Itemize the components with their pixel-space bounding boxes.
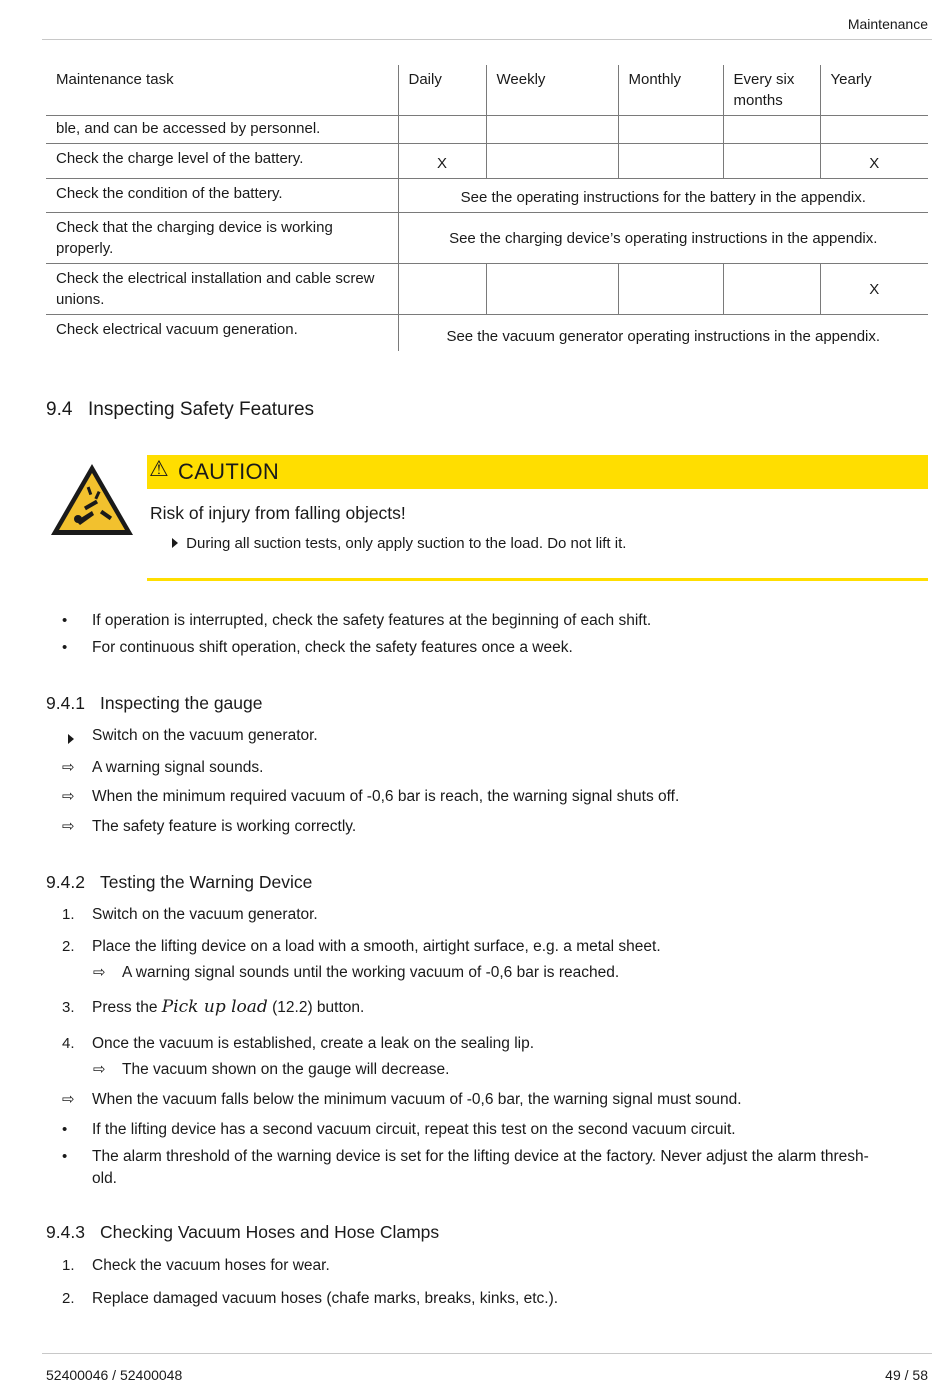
result-item: A warning signal sounds. — [92, 759, 264, 776]
table-row — [46, 315, 928, 351]
section-heading-9-4-1: 9.4.1 Inspecting the gauge — [46, 693, 263, 713]
section-heading-9-4: 9.4 Inspecting Safety Features — [46, 399, 315, 420]
step-text: Once the vacuum is established, create a leak on the sealing lip. — [92, 1035, 535, 1052]
column-header: Every six months — [723, 65, 820, 116]
yearly-mark: X — [820, 264, 928, 315]
table-row — [46, 144, 928, 179]
header-section-title: Maintenance — [847, 16, 928, 32]
result-arrow-icon: ⇨ — [62, 818, 75, 835]
table-row — [46, 264, 928, 315]
caution-action: During all suction tests, only apply suction to the load. Do not lift it. — [172, 535, 626, 552]
table-header-row — [46, 65, 928, 116]
column-header: Monthly — [618, 65, 723, 116]
step-number: 4. — [62, 1035, 75, 1052]
step-text: Place the lifting device on a load with a smooth, airtight surface, e.g. a metal sheet. — [92, 938, 661, 955]
step-text: Switch on the vacuum generator. — [92, 906, 318, 923]
yearly-mark: X — [820, 144, 928, 179]
step-number: 3. — [62, 999, 75, 1016]
column-header: Yearly — [820, 65, 928, 116]
note-cell: See the operating instructions for the battery in the appendix. — [398, 179, 928, 213]
action-arrow-icon — [68, 731, 74, 748]
task-cell: Check electrical vacuum generation. — [56, 321, 298, 338]
caution-banner — [147, 455, 928, 489]
section-heading-9-4-3: 9.4.3 Checking Vacuum Hoses and Hose Clamps — [46, 1222, 440, 1242]
footer-divider — [42, 1353, 932, 1354]
result-item: When the minimum required vacuum of -0,6 bar is reach, the warning signal shuts off. — [92, 788, 680, 805]
step-number: 2. — [62, 1290, 75, 1307]
header-divider — [42, 39, 932, 40]
caution-bottom-rule — [147, 578, 928, 581]
caution-title: CAUTION — [178, 459, 280, 484]
warning-triangle-icon: ⚠ — [149, 456, 169, 481]
falling-objects-warning-icon — [48, 461, 136, 539]
step-text: Replace damaged vacuum hoses (chafe marks, breaks, kinks, etc.). — [92, 1290, 559, 1307]
column-header: Maintenance task — [46, 65, 398, 116]
note-cell: See the vacuum generator operating instructions in the appendix. — [398, 315, 928, 351]
footer-page-number: 49 / 58 — [885, 1367, 928, 1383]
list-item: The alarm threshold of the warning device is set for the lifting device at the factory. Never adjust the alarm thresh- — [92, 1148, 869, 1165]
footer-doc-number: 52400046 / 52400048 — [46, 1367, 183, 1383]
result-arrow-icon: ⇨ — [62, 759, 75, 776]
section-heading-9-4-2: 9.4.2 Testing the Warning Device — [46, 872, 313, 892]
action-step: Switch on the vacuum generator. — [92, 727, 318, 744]
pick-up-load-button-label: Pick up load — [161, 997, 268, 1017]
maintenance-table — [46, 65, 928, 351]
result-arrow-icon: ⇨ — [93, 1061, 106, 1078]
result-item: The vacuum shown on the gauge will decrease. — [122, 1061, 450, 1078]
list-item-continuation: old. — [92, 1170, 117, 1187]
result-arrow-icon: ⇨ — [93, 964, 106, 981]
task-cell: Check the electrical installation and cable screw unions. — [46, 264, 398, 315]
table-row — [46, 179, 928, 213]
daily-mark: X — [398, 144, 486, 179]
note-cell: See the charging device’s operating instructions in the appendix. — [398, 213, 928, 264]
list-item: If the lifting device has a second vacuum circuit, repeat this test on the second vacuum circuit. — [92, 1121, 736, 1138]
result-item: A warning signal sounds until the working vacuum of -0,6 bar is reached. — [122, 964, 620, 981]
table-row — [46, 213, 928, 264]
table-row — [46, 116, 928, 144]
bullet-icon: • — [62, 1121, 68, 1138]
result-arrow-icon: ⇨ — [62, 788, 75, 805]
bullet-icon: • — [62, 1148, 68, 1165]
task-cell: Check that the charging device is working properly. — [46, 213, 398, 264]
list-item: If operation is interrupted, check the safety features at the beginning of each shift. — [92, 612, 652, 629]
caution-risk-text: Risk of injury from falling objects! — [150, 503, 406, 523]
column-header: Weekly — [486, 65, 618, 116]
bullet-icon: • — [62, 639, 68, 656]
task-cell: ble, and can be accessed by personnel. — [46, 116, 398, 144]
result-item: The safety feature is working correctly. — [92, 818, 357, 835]
step-number: 1. — [62, 1257, 75, 1274]
result-arrow-icon: ⇨ — [62, 1091, 75, 1108]
action-arrow-icon — [172, 538, 178, 548]
step-text: Press the Pick up load (12.2) button. — [92, 997, 365, 1017]
column-header: Daily — [398, 65, 486, 116]
step-text: Check the vacuum hoses for wear. — [92, 1257, 330, 1274]
step-number: 1. — [62, 906, 75, 923]
list-item: For continuous shift operation, check the safety features once a week. — [92, 639, 573, 656]
result-item: When the vacuum falls below the minimum vacuum of -0,6 bar, the warning signal must sound. — [92, 1091, 742, 1108]
task-cell: Check the condition of the battery. — [46, 179, 398, 213]
step-number: 2. — [62, 938, 75, 955]
bullet-icon: • — [62, 612, 68, 629]
task-cell: Check the charge level of the battery. — [46, 144, 398, 179]
